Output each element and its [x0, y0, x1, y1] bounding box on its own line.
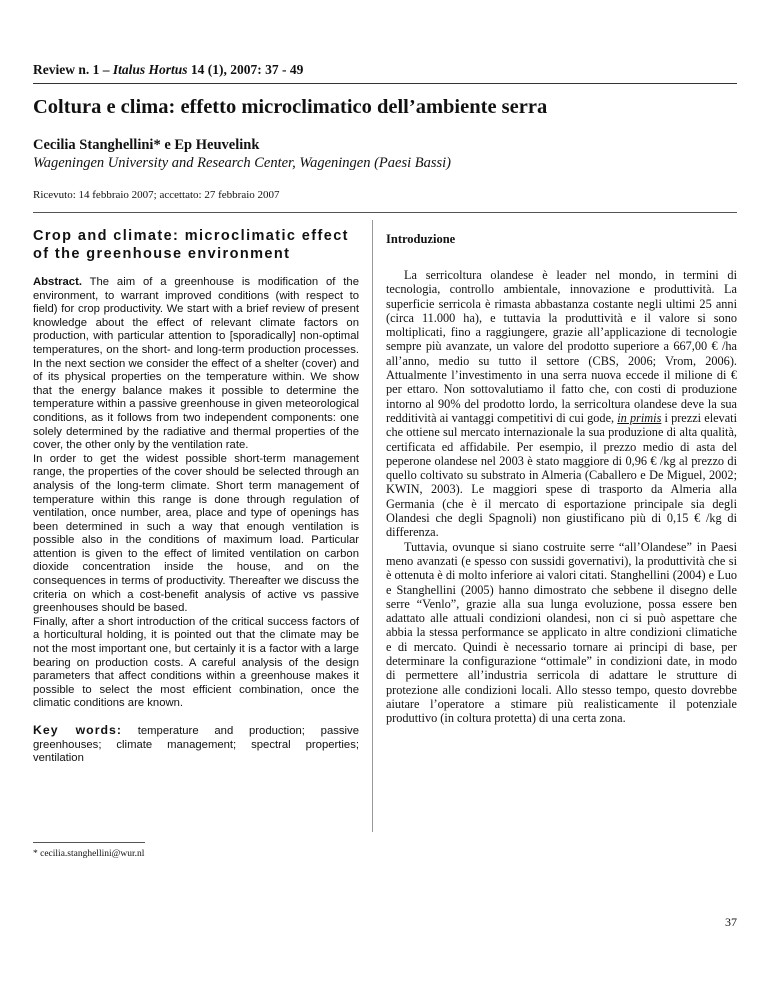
abstract-p1	[33, 276, 359, 453]
abstract-label: Abstract.	[33, 276, 82, 288]
page-number: 37	[725, 915, 737, 929]
section-rule	[33, 212, 737, 213]
intro-p1-emphasis: in primis	[617, 410, 662, 425]
intro-paragraph-1	[386, 268, 737, 540]
column-separator	[372, 220, 373, 832]
running-header	[33, 62, 737, 78]
abstract-text-1: The aim of a greenhouse is modification of the environment, to warrant improved conditions (with respect to field) for crop productivity. We start with a brief review of present knowledge about the effect of relevant climate factors on production, with particular attention to [sporadically] non-optimal temperatures, on the short- and long-term production processes. In the next section we consider the effect of a shelter (cover) and of its physical properties on the temperature within. We show that the energy balance makes it possible to determine the temperature within a passive greenhouse in given meteorological conditions, as it follows from two independent components: one solely determined by the radiative and thermal properties of the cover, the other only by the ventilation rate.	[33, 276, 359, 452]
intro-heading: Introduzione	[386, 232, 456, 246]
journal-name: Italus Hortus	[112, 62, 188, 77]
header-prefix: Review n. 1 –	[33, 62, 113, 77]
authors: Cecilia Stanghellini* e Ep Heuvelink	[33, 137, 260, 153]
intro-p1-a: La serricoltura olandese è leader nel mondo, in termini di tecnologia, controllo ambientale, innovazione e produttività. La superficie serricola è rimasta abbastanza costante negli ultimi 25 anni (circa 11.000 ha), e tuttavia la produttività e il valore si sono moltiplicati, fino a raggiungere, grazie all’applicazione di tecnologie sempre più avanzate, un valore del prodotto superiore a 667,00 € /ha all’anno, medio su tutto il settore (CBS, 2006; Vrom, 2006). Attualmente l’investimento in una serra nuova eccede il milione di € per ettaro. Non sottovalutiamo il fatto che, con costi di produzione intorno al 90% del prodotto lordo, la serricoltura olandese deve la sua redditività ai vantaggi competitivi di cui gode,	[386, 268, 737, 425]
keywords	[33, 724, 359, 766]
header-suffix: 14 (1), 2007: 37 - 49	[187, 62, 304, 77]
abstract-p3: Finally, after a short introduction of the critical success factors of a horticultural holding, it is pointed out that the climate may be not the most important one, but certainly it is a factor with a large bearing on production costs. A careful analysis of the design parameters that affect conditions within a greenhouse makes it possible to select the most efficient combination, once the climatic conditions are known.	[33, 615, 359, 710]
received-dates: Ricevuto: 14 febbraio 2007; accettato: 27 febbraio 2007	[33, 189, 280, 201]
intro-p1-b: i prezzi elevati che ottiene sul mercato internazionale la sua produzione di alta qualità, certificata ed affidabile. Per esempio, il prezzo medio di asta del peperone olandese nel 2003 è stato maggiore di 0,96 € /kg al prezzo di quello coltivato su substrato in Almeria (Caballero e De Miguel, 2002; KWIN, 2003). Le maggiori spese di trasporto da Almeria alla Germania (che è il mercato di esportazione principale sia degli Olandesi che degli Spagnoli) non giustificano più di 0,15 € /kg di differenza.	[386, 410, 738, 540]
article-title: Coltura e clima: effetto microclimatico dell’ambiente serra	[33, 96, 548, 118]
english-title: Crop and climate: microclimatic effect of the greenhouse environment	[33, 228, 349, 262]
right-column	[386, 228, 737, 726]
intro-paragraph-2: Tuttavia, ovunque si siano costruite serre “all’Olandese” in Paesi meno avanzati (e spesso con sussidi governativi), la produttività che si è ottenuta è di molto inferiore ai valori citati. Stanghellini (2004) e Luo e Stanghellini (2005) hanno dimostrato che sebbene il disegno delle serre “Venlo”, grazie alla sua lunga evoluzione, possa essere ben adattato alle attuali condizioni olandesi, non ci si può aspettare che abbia la stessa performance se applicato in altre condizioni climatiche e di mercato. Quindi è necessario tornare ai principi di base, per determinare la configurazione “ottimale” in condizioni date, in modo di permettere all’industria serricola di adattare le strutture di protezione alle condizioni locali. Allo stesso tempo, questo dovrebbe aiutare l’operatore a stimare più realisticamente il potenziale produttivo (in coltura protetta) di una certa zona.	[386, 539, 737, 726]
header-rule	[33, 83, 737, 84]
left-column	[33, 228, 359, 766]
abstract-p2: In order to get the widest possible short-term management range, the properties of the cover should be selected through an analysis of the long-term climate. Short term management of temperature within this range is done through regulation of ventilation, once number, area, place and type of openings has been determined in such a way that enough ventilation is possible also in the conditions of maximum load. Particular attention is given to the effect of limited ventilation on carbon dioxide concentration inside the house, and on the consequences in terms of productivity. Thereafter we discuss the criteria on which a cost-benefit analysis of active vs passive greenhouses should be based.	[33, 452, 359, 615]
affiliation: Wageningen University and Research Center, Wageningen (Paesi Bassi)	[33, 155, 452, 171]
keywords-label: Key words:	[33, 723, 122, 737]
footnote-email: * cecilia.stanghellini@wur.nl	[33, 849, 145, 859]
footnote-rule	[33, 842, 145, 843]
keywords-text: temperature and production; passive greenhouses; climate management; spectral properties; ventilation	[33, 725, 359, 765]
